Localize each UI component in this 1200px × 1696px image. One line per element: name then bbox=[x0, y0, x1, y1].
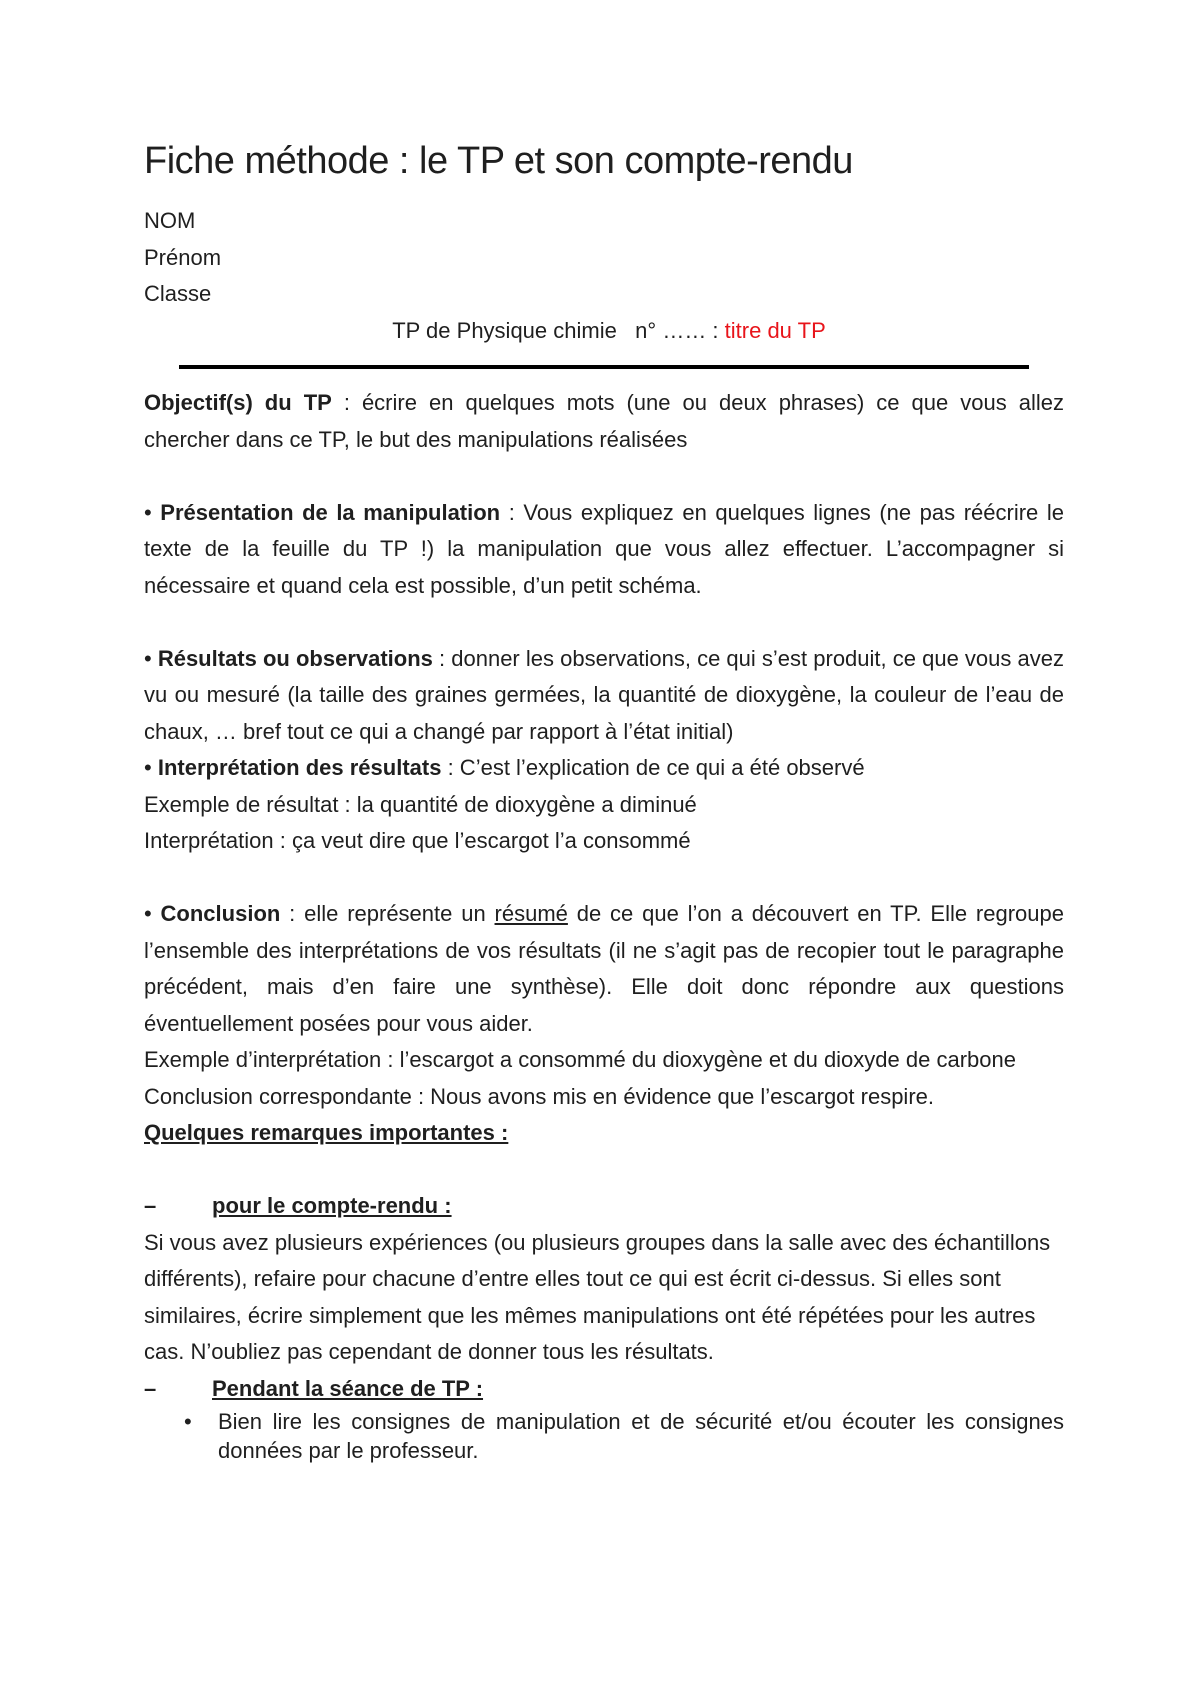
spacer bbox=[144, 458, 1064, 495]
conclusion-paragraph bbox=[144, 896, 1064, 1042]
resultats-paragraph bbox=[144, 641, 1064, 751]
presentation-paragraph bbox=[144, 495, 1064, 605]
separator-line bbox=[179, 365, 1029, 369]
interpretation-text: : C’est l’explication de ce qui a été observé bbox=[441, 755, 865, 780]
remarques-heading bbox=[144, 1115, 1064, 1152]
field-nom: NOM bbox=[144, 208, 196, 233]
conclusion-example-conclusion: Conclusion correspondante : Nous avons mis en évidence que l’escargot respire. bbox=[144, 1083, 934, 1109]
spacer bbox=[144, 604, 1064, 641]
bullet-dot: • bbox=[184, 1409, 192, 1434]
field-prenom: Prénom bbox=[144, 244, 222, 270]
spacer bbox=[144, 860, 1064, 897]
remarques-heading-text: Quelques remarques importantes : bbox=[144, 1120, 509, 1145]
objectif-text: : écrire en quelques mots (une ou deux phrases) ce que vous allez chercher dans ce TP, le but des manipulations réalisées bbox=[144, 390, 1065, 452]
conclusion-underlined-word: résumé bbox=[494, 901, 568, 926]
tp-line bbox=[144, 313, 1064, 350]
interpretation-paragraph bbox=[144, 750, 1064, 787]
interpretation-example-interp: Interprétation : ça veut dire que l’escargot l’a consommé bbox=[144, 828, 691, 853]
bullet: • bbox=[144, 755, 158, 780]
conclusion-example-interp: Exemple d’interprétation : l’escargot a consommé du dioxygène et du dioxyde de carbone bbox=[144, 1047, 1016, 1072]
seance-heading bbox=[144, 1371, 1064, 1408]
seance-bullet-list bbox=[144, 1407, 1064, 1465]
dash-marker: – bbox=[144, 1193, 157, 1218]
conclusion-text-before: : elle représente un bbox=[280, 901, 495, 926]
bullet: • bbox=[144, 901, 161, 926]
page-title: Fiche méthode : le TP et son compte-rendu bbox=[144, 140, 853, 182]
spacer bbox=[144, 1152, 1064, 1189]
list-item-text: Bien lire les consignes de manipulation et de sécurité et/ou écouter les consignes données par le professeur. bbox=[218, 1409, 1064, 1463]
interpretation-example-result: Exemple de résultat : la quantité de dioxygène a diminué bbox=[144, 791, 697, 817]
conclusion-label: Conclusion bbox=[160, 901, 281, 926]
presentation-text: : Vous expliquez en quelques lignes (ne pas réécrire le texte de la feuille du TP !) la manipulation que vous allez effectuer. L’accompagner si nécessaire et quand cela est possible, d’un petit schéma. bbox=[144, 499, 1064, 598]
resultats-label: Résultats ou observations bbox=[157, 645, 433, 671]
dash-marker: – bbox=[144, 1375, 157, 1401]
bullet: • bbox=[144, 645, 158, 671]
list-item bbox=[144, 1407, 1064, 1465]
resultats-text: : donner les observations, ce qui s’est produit, ce que vous avez vu ou mesuré (la taille des graines germées, la quantité de dioxygène, la couleur de l’eau de chaux, … bref tout ce qui a changé par rapport à l’état initial) bbox=[144, 645, 1064, 744]
tp-line-prefix: TP de Physique chimie n° …… : bbox=[392, 317, 725, 343]
tp-title: titre du TP bbox=[724, 317, 826, 343]
bullet: • bbox=[144, 499, 161, 525]
seance-heading-text: Pendant la séance de TP : bbox=[212, 1375, 484, 1401]
compte-rendu-heading-text: pour le compte-rendu : bbox=[212, 1193, 452, 1218]
objectif-label: Objectif(s) du TP bbox=[144, 390, 332, 415]
compte-rendu-heading bbox=[144, 1188, 1064, 1225]
field-classe: Classe bbox=[144, 281, 212, 306]
objectif-paragraph bbox=[144, 385, 1064, 458]
compte-rendu-text: Si vous avez plusieurs expériences (ou plusieurs groupes dans la salle avec des échantillons différents), refaire pour chacune d’entre elles tout ce qui est écrit ci-dessus. Si elles sont similaires, écrire simplement que les mêmes manipulations ont été répétées pour les autres cas. N’oubliez pas cependant de donner tous les résultats. bbox=[144, 1229, 1051, 1364]
conclusion-text-after: de ce que l’on a découvert en TP. Elle regroupe l’ensemble des interprétations de vos résultats (il ne s’agit pas de recopier tout le paragraphe précédent, mais d’en faire une synthèse). Elle doit donc répondre aux questions éventuellement posées pour vous aider. bbox=[144, 901, 1064, 1036]
presentation-label: Présentation de la manipulation bbox=[160, 499, 501, 525]
document-page bbox=[144, 140, 1064, 1465]
interpretation-label: Interprétation des résultats bbox=[157, 755, 442, 780]
